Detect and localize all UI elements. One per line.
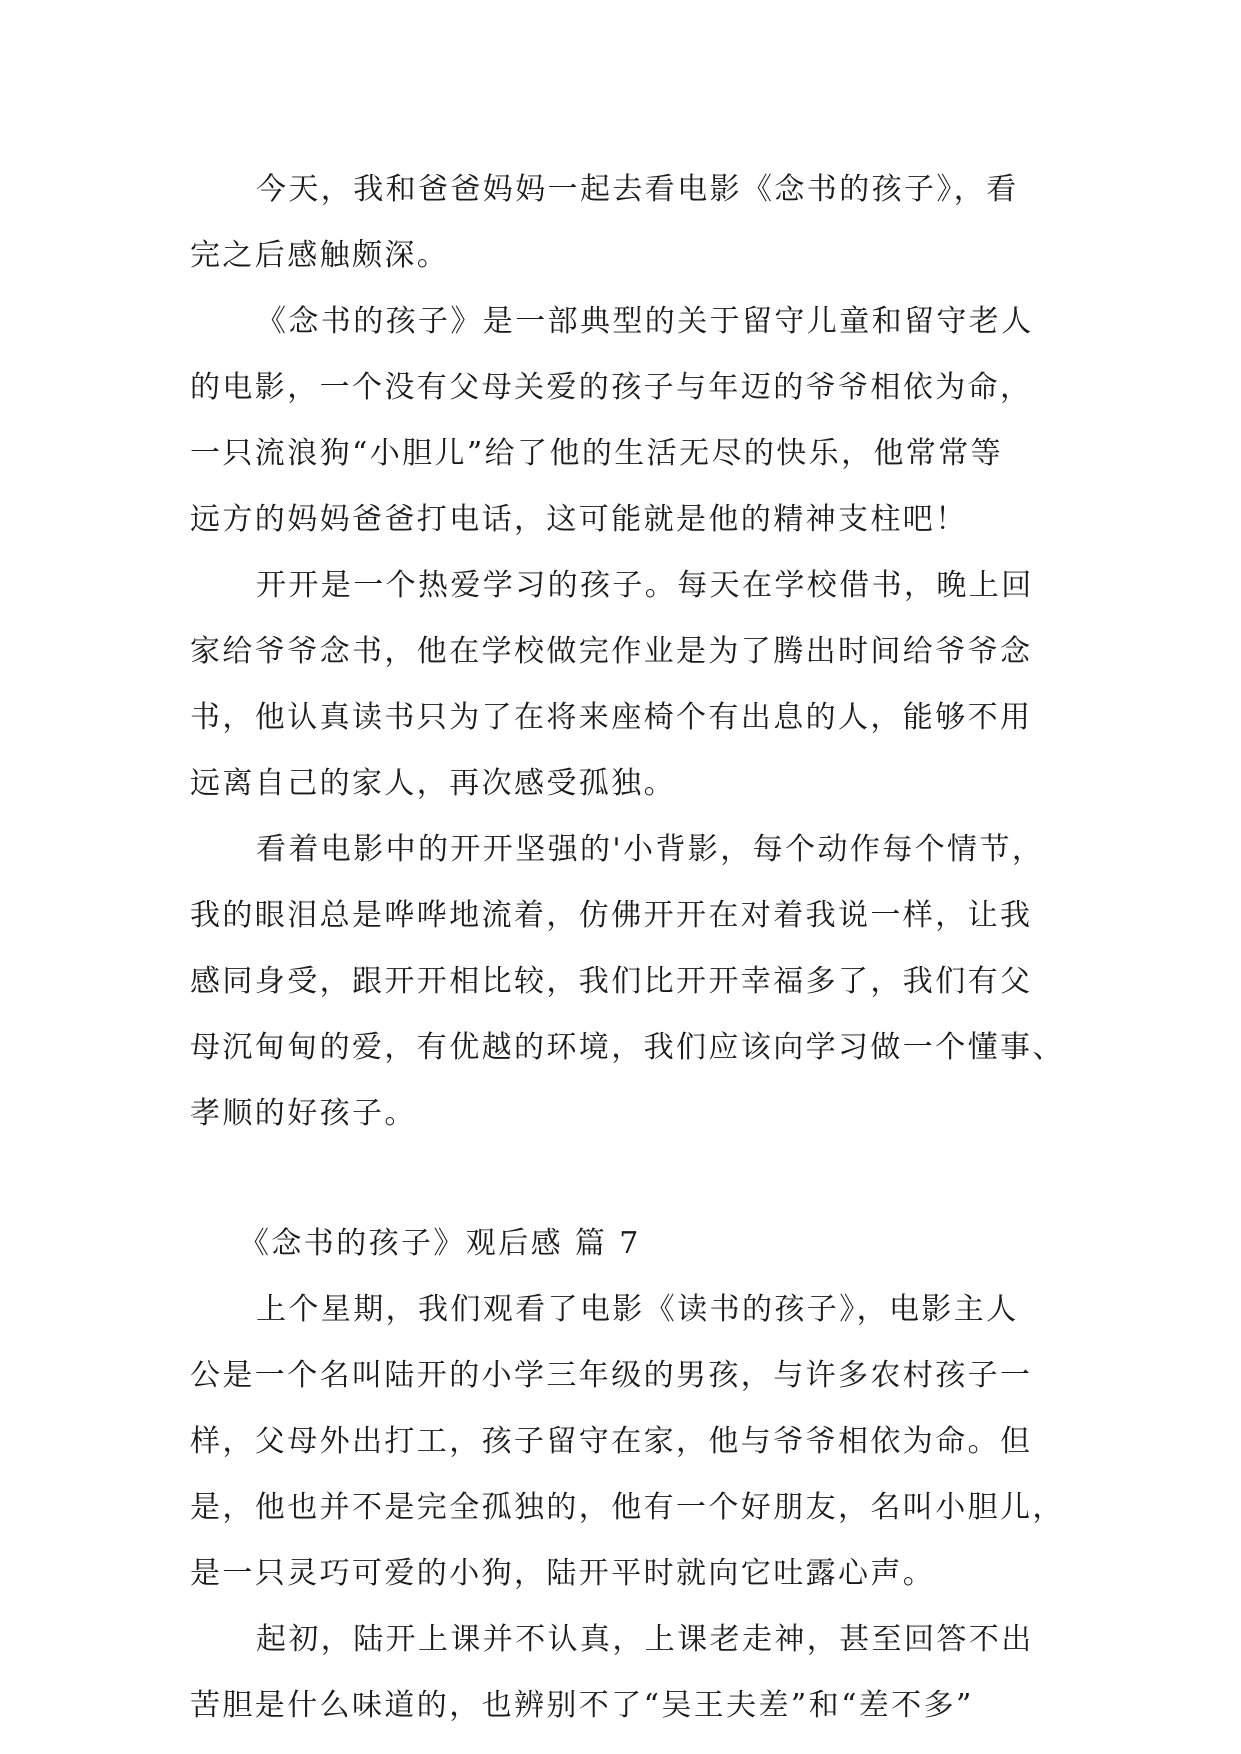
paragraph-line: 苦胆是什么味道的，也辨别不了“吴王夫差”和“差不多” <box>190 1688 974 1723</box>
paragraph-line: 家给爷爷念书，他在学校做完作业是为了腾出时间给爷爷念 <box>190 634 1033 669</box>
paragraph-line: 远离自己的家人，再次感受孤独。 <box>190 766 676 801</box>
paragraph-line: 上个星期，我们观看了电影《读书的孩子》，电影主人 <box>256 1292 1019 1327</box>
section-heading: 《念书的孩子》观后感 篇 7 <box>239 1226 641 1261</box>
paragraph <box>190 817 1065 1147</box>
paragraph-line: 感同身受，跟开开相比较，我们比开开幸福多了，我们有父 <box>190 964 1033 999</box>
section-spacer <box>190 1147 1060 1211</box>
paragraph <box>190 553 1060 817</box>
paragraph-line: 样，父母外出打工，孩子留守在家，他与爷爷相依为命。但 <box>190 1424 1033 1459</box>
paragraph-line: 书，他认真读书只为了在将来座椅个有出息的人，能够不用 <box>190 700 1033 735</box>
paragraph-line: 是一只灵巧可爱的小狗，陆开平时就向它吐露心声。 <box>190 1556 936 1591</box>
paragraph <box>190 1277 1065 1607</box>
paragraph-line: 是，他也并不是完全孤独的，他有一个好朋友，名叫小胆儿， <box>190 1490 1065 1525</box>
paragraph-line: 远方的妈妈爸爸打电话，这可能就是他的精神支柱吧！ <box>190 502 968 537</box>
paragraph <box>190 1607 1060 1739</box>
paragraph-line: 《念书的孩子》是一部典型的关于留守儿童和留守老人 <box>256 304 1034 339</box>
paragraph-line: 开开是一个热爱学习的孩子。每天在学校借书，晚上回 <box>256 568 1034 603</box>
paragraph <box>190 289 1060 553</box>
paragraph-line: 今天，我和爸爸妈妈一起去看电影《念书的孩子》，看 <box>256 172 1019 207</box>
paragraph-line: 孝顺的好孩子。 <box>190 1096 417 1131</box>
paragraph <box>190 157 1060 289</box>
paragraph-line: 的电影，一个没有父母关爱的孩子与年迈的爷爷相依为命， <box>190 370 1033 405</box>
paragraph-line: 完之后感触颇深。 <box>190 238 450 273</box>
paragraph-line: 看着电影中的开开坚强的'小背影，每个动作每个情节， <box>256 832 1045 867</box>
paragraph-line: 我的眼泪总是哗哗地流着，仿佛开开在对着我说一样，让我 <box>190 898 1033 933</box>
paragraph-line: 母沉甸甸的爱，有优越的环境，我们应该向学习做一个懂事、 <box>190 1030 1065 1065</box>
paragraph-line: 起初，陆开上课并不认真，上课老走神，甚至回答不出 <box>256 1622 1034 1657</box>
document-body <box>190 157 1065 1739</box>
paragraph-line: 一只流浪狗“小胆儿”给了他的生活无尽的快乐，他常常等 <box>190 436 1004 471</box>
paragraph-line: 公是一个名叫陆开的小学三年级的男孩，与许多农村孩子一 <box>190 1358 1033 1393</box>
